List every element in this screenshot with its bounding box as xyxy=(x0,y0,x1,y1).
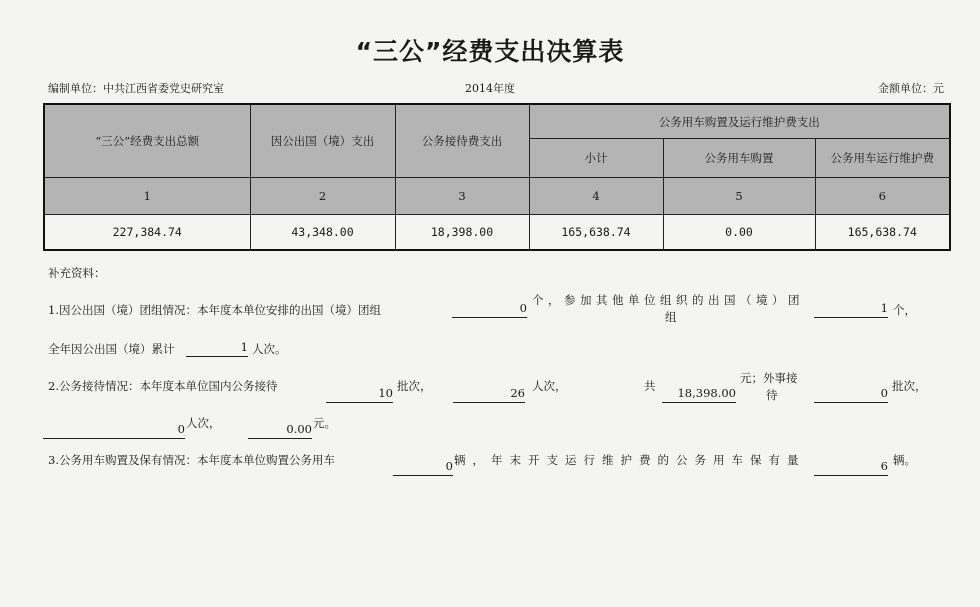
item2-t5: 批次， xyxy=(892,379,927,393)
index-cell: 6 xyxy=(815,178,950,215)
value-cell: 0.00 xyxy=(663,215,815,251)
item2-foreign-batches-value: 0 xyxy=(814,386,888,403)
page-title: “三公”经费支出决算表 xyxy=(355,37,625,66)
index-cell: 5 xyxy=(663,178,815,215)
value-cell: 165,638.74 xyxy=(529,215,663,251)
value-cell: 18,398.00 xyxy=(395,215,529,251)
item2-t4b: 待 xyxy=(766,388,778,402)
item2-prefix: 2.公务接待情况：本年度本单位国内公务接待 xyxy=(48,379,278,393)
item1-line2-end: 人次。 xyxy=(252,342,287,356)
item1-mid: 个，参加其他单位组织的出国（境）团 xyxy=(532,293,804,307)
header-reception: 公务接待费支出 xyxy=(395,104,529,178)
item1-line2-prefix: 全年因公出国（境）累计 xyxy=(48,342,175,356)
item2-t2: 人次， xyxy=(532,379,567,393)
item2-t7: 元。 xyxy=(313,416,336,430)
index-cell: 1 xyxy=(44,178,250,215)
header-vehicle: 公务用车购置及运行维护费支出 xyxy=(529,104,950,139)
index-cell: 3 xyxy=(395,178,529,215)
item3-mid: 辆，年末开支运行维护费的公务用车保有量 xyxy=(454,453,806,467)
value-cell: 165,638.74 xyxy=(815,215,950,251)
expenditure-table xyxy=(43,103,951,251)
item1-mid2: 组 xyxy=(665,310,677,324)
item3-retained-value: 6 xyxy=(814,459,888,476)
index-cell: 2 xyxy=(250,178,395,215)
item2-t6: 人次， xyxy=(186,416,221,430)
currency-unit: 金额单位：元 xyxy=(878,82,944,95)
item1-end: 个， xyxy=(893,303,916,317)
item2-t1: 批次， xyxy=(397,379,432,393)
item3-prefix: 3.公务用车购置及保有情况：本年度本单位购置公务用车 xyxy=(48,453,335,467)
item1-groups-value: 0 xyxy=(452,301,527,318)
header-operation: 公务用车运行维护费 xyxy=(815,139,950,178)
compiling-unit: 编制单位：中共江西省委党史研究室 xyxy=(48,82,224,95)
item1-other-groups-value: 1 xyxy=(814,301,888,318)
supplement-heading: 补充资料： xyxy=(48,266,106,280)
index-cell: 4 xyxy=(529,178,663,215)
value-cell: 227,384.74 xyxy=(44,215,250,251)
item2-domestic-amount-value: 18,398.00 xyxy=(662,386,736,403)
item1-person-times-value: 1 xyxy=(186,340,248,357)
value-cell: 43,348.00 xyxy=(250,215,395,251)
item1-prefix: 1.因公出国（境）团组情况：本年度本单位安排的出国（境）团组 xyxy=(48,303,381,317)
item2-t4: 元；外事接 xyxy=(740,371,798,385)
item3-end: 辆。 xyxy=(893,453,916,467)
item2-foreign-amount-value: 0.00 xyxy=(248,422,312,439)
header-abroad: 因公出国（境）支出 xyxy=(250,104,395,178)
item2-foreign-persons-value: 0 xyxy=(43,422,185,439)
header-total: “三公”经费支出总额 xyxy=(44,104,250,178)
header-purchase: 公务用车购置 xyxy=(663,139,815,178)
header-subtotal: 小计 xyxy=(529,139,663,178)
fiscal-year: 2014年度 xyxy=(465,82,515,95)
item2-domestic-batches-value: 10 xyxy=(326,386,393,403)
item2-t3: 共 xyxy=(644,379,656,393)
item3-purchased-value: 0 xyxy=(393,459,453,476)
item2-domestic-persons-value: 26 xyxy=(453,386,525,403)
